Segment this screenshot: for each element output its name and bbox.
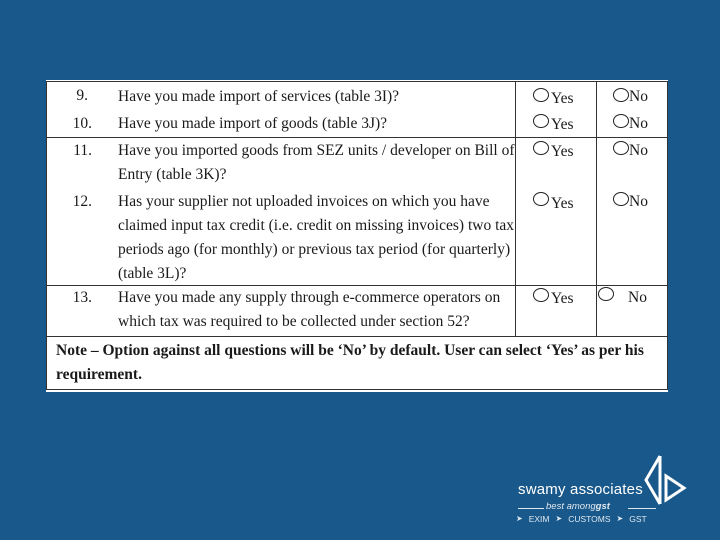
column-divider-yes-no xyxy=(596,81,597,336)
yes-radio[interactable] xyxy=(533,114,549,128)
question-number: 9. xyxy=(76,87,88,104)
question-text: (table 3L)? xyxy=(118,265,187,282)
table-left-border xyxy=(46,81,47,390)
yes-radio[interactable] xyxy=(533,192,549,206)
row-divider-note xyxy=(46,336,668,337)
note-line-1: Note – Option against all questions will be ‘No’ by default. User can select ‘Yes’ as per his xyxy=(56,342,644,359)
arrow-icon: ➤ xyxy=(516,514,523,523)
yes-label: Yes xyxy=(551,195,574,212)
logo-mark-icon xyxy=(640,452,692,508)
no-radio[interactable] xyxy=(613,192,629,206)
logo-tagline-rule-right xyxy=(628,508,656,509)
yes-radio[interactable] xyxy=(533,288,549,302)
question-number: 12. xyxy=(72,193,92,210)
question-text: Have you made import of services (table 3I)? xyxy=(118,88,400,105)
yes-label: Yes xyxy=(551,90,574,107)
service-customs: CUSTOMS xyxy=(568,514,611,524)
question-number: 10. xyxy=(72,115,92,132)
no-label: No xyxy=(629,88,648,105)
table-bottom-border xyxy=(46,389,668,390)
no-label: No xyxy=(629,193,648,210)
question-text: Have you imported goods from SEZ units / developer on Bill of xyxy=(118,142,515,159)
no-radio[interactable] xyxy=(613,141,629,155)
yes-radio[interactable] xyxy=(533,141,549,155)
yes-label: Yes xyxy=(551,143,574,160)
question-text: which tax was required to be collected under section 52? xyxy=(118,313,470,330)
yes-radio[interactable] xyxy=(533,88,549,102)
question-text: claimed input tax credit (i.e. credit on missing invoices) two tax xyxy=(118,217,515,234)
question-text: Have you made import of goods (table 3J)? xyxy=(118,115,388,132)
logo-tagline-rule-left xyxy=(518,508,544,509)
service-gst: GST xyxy=(629,514,647,524)
note-line-2: requirement. xyxy=(56,366,142,383)
no-radio[interactable] xyxy=(598,287,614,301)
service-exim: EXIM xyxy=(528,514,550,524)
yes-label: Yes xyxy=(551,116,574,133)
table-right-border xyxy=(667,81,668,390)
logo-name: swamy associates xyxy=(518,481,643,498)
swamy-associates-logo xyxy=(512,452,692,532)
no-radio[interactable] xyxy=(613,88,629,102)
question-text: Entry (table 3K)? xyxy=(118,166,227,183)
no-label: No xyxy=(628,289,647,306)
column-divider-question xyxy=(515,81,516,336)
no-label: No xyxy=(629,115,648,132)
no-radio[interactable] xyxy=(613,114,629,128)
logo-tagline: best amonggst xyxy=(546,501,610,512)
row-divider-10-11 xyxy=(46,137,668,138)
question-text: periods ago (for monthly) or previous tax period (for quarterly) xyxy=(118,241,511,258)
logo-services xyxy=(516,514,647,524)
question-text: Have you made any supply through e-commerce operators on xyxy=(118,289,501,306)
arrow-icon: ➤ xyxy=(616,514,624,523)
question-text: Has your supplier not uploaded invoices on which you have xyxy=(118,193,490,210)
question-number: 11. xyxy=(73,142,92,159)
default-option-note xyxy=(56,339,656,387)
table-top-border xyxy=(46,81,668,82)
question-number: 13. xyxy=(72,289,92,306)
no-label: No xyxy=(629,142,648,159)
yes-label: Yes xyxy=(551,290,574,307)
arrow-icon: ➤ xyxy=(555,514,563,523)
